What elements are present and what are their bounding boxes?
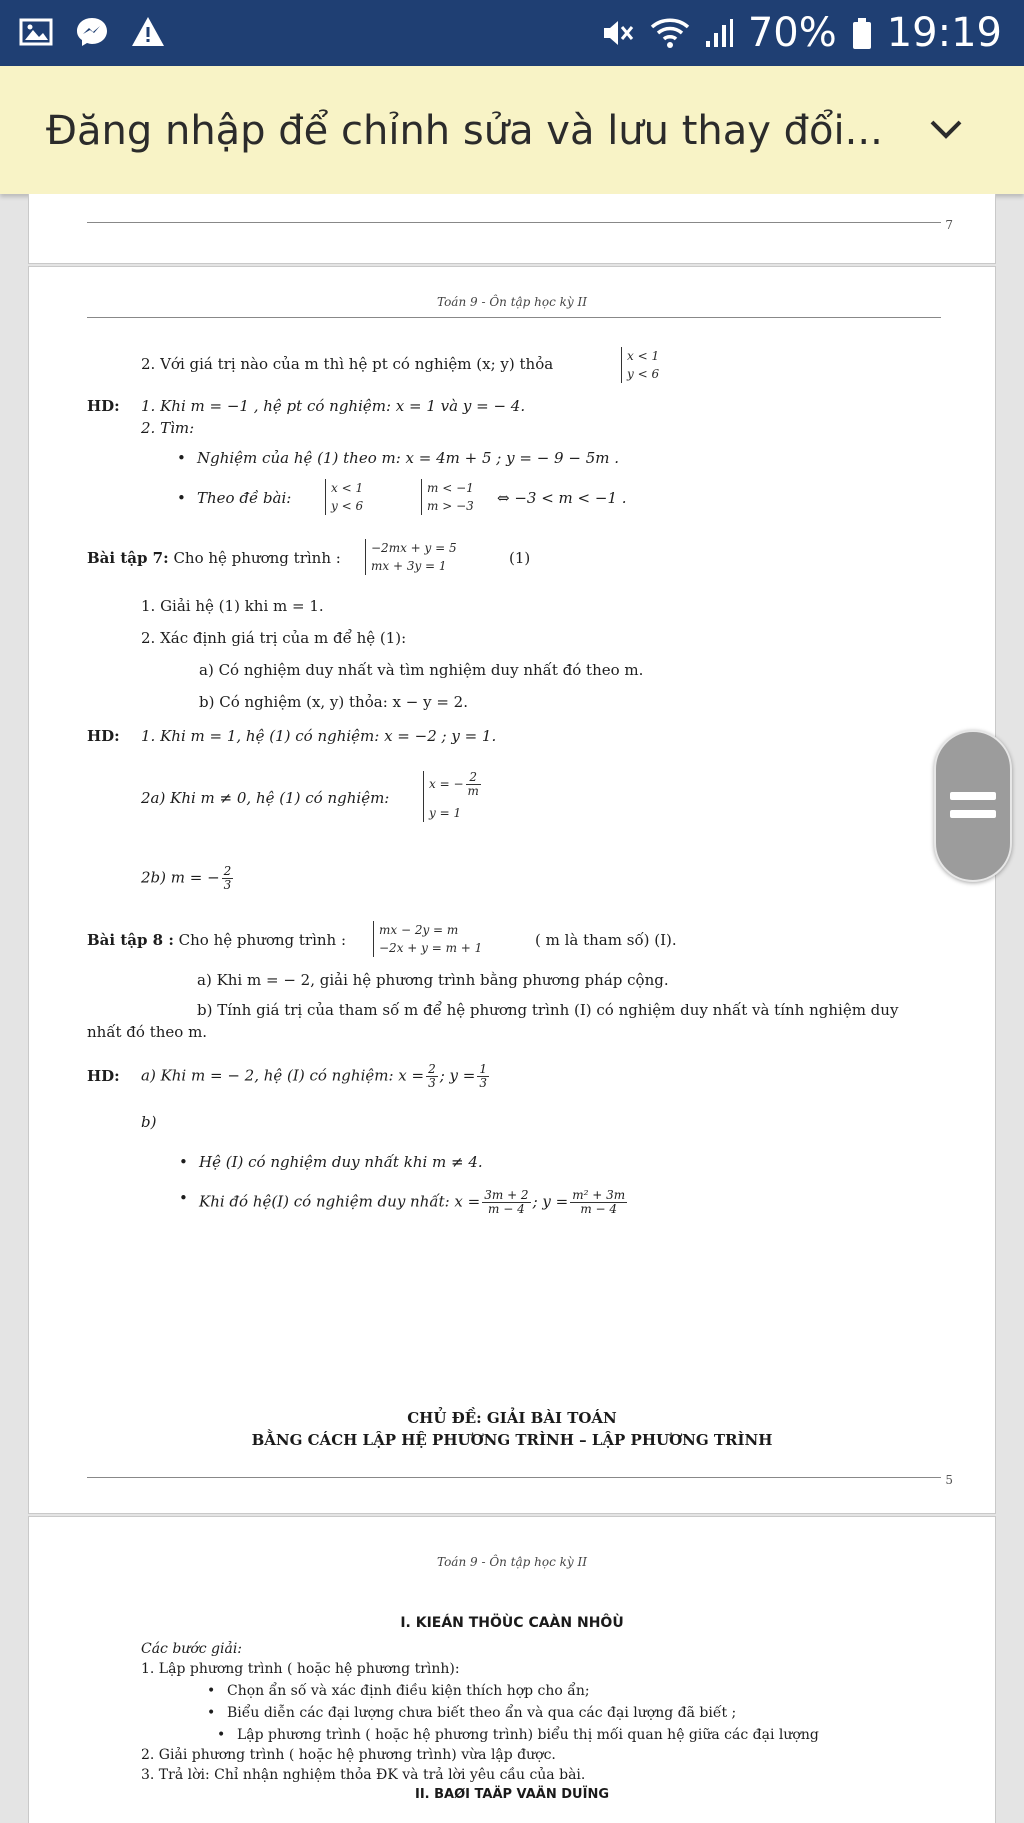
- step-item: 2. Giải phương trình ( hoặc hệ phương trình) vừa lập được.: [141, 1747, 556, 1763]
- hd-bullet: • Nghiệm của hệ (1) theo m: x = 4m + 5 ; y = − 9 − 5m .: [197, 449, 619, 467]
- battery-icon: [851, 15, 873, 51]
- equation-tag: (1): [509, 549, 531, 567]
- warning-notification-icon: [130, 14, 166, 50]
- hd-label: HD:: [87, 727, 120, 745]
- hd-line: 2a) Khi m ≠ 0, hệ (1) có nghiệm:: [141, 789, 390, 807]
- condition-system: x < 1 y < 6: [325, 479, 363, 515]
- equation-system: −2mx + y = 5 mx + 3y = 1: [365, 539, 457, 575]
- m-range-system: m < −1 m > −3: [421, 479, 474, 515]
- steps-label: Các bước giải:: [141, 1641, 243, 1657]
- solution-system: x = − $\frac{2}{m}$ y = 1: [423, 771, 483, 822]
- fast-scroll-handle[interactable]: [934, 730, 1012, 882]
- chevron-down-icon[interactable]: [926, 112, 966, 152]
- topic-subtitle: BẰNG CÁCH LẬP HỆ PHƯƠNG TRÌNH – LẬP PHƯƠNG TRÌNH: [251, 1431, 773, 1449]
- question-item: 2. Xác định giá trị của m để hệ (1):: [141, 629, 407, 647]
- hd-line: 2. Tìm:: [141, 419, 195, 437]
- question-item: b) Tính giá trị của tham số m để hệ phương trình (I) có nghiệm duy nhất và tính nghiệm duy: [197, 1001, 899, 1019]
- step-bullet: • Biểu diễn các đại lượng chưa biết theo ẩn và qua các đại lượng đã biết ;: [227, 1705, 736, 1721]
- signal-icon: [704, 15, 734, 51]
- hd-label: HD:: [87, 1067, 120, 1085]
- page-number: 7: [945, 218, 953, 232]
- step-item: 3. Trả lời: Chỉ nhận nghiệm thỏa ĐK và trả lời yêu cầu của bài.: [141, 1767, 586, 1783]
- question-item: a) Khi m = − 2, giải hệ phương trình bằng phương pháp cộng.: [197, 971, 669, 989]
- hd-bullet: • Theo đề bài:: [197, 489, 291, 507]
- document-page-next: [28, 1516, 996, 1823]
- step-bullet: • Lập phương trình ( hoặc hệ phương trình) biểu thị mối quan hệ giữa các đại lượng: [237, 1727, 819, 1743]
- banner-text: Đăng nhập để chỉnh sửa và lưu thay đổi...: [46, 108, 883, 154]
- hd-line: 1. Khi m = −1 , hệ pt có nghiệm: x = 1 và y = − 4.: [141, 397, 526, 415]
- messenger-notification-icon: [74, 14, 110, 50]
- status-bar: [0, 0, 1024, 66]
- hd-line: 1. Khi m = 1, hệ (1) có nghiệm: x = −2 ; y = 1.: [141, 727, 497, 745]
- step-bullet: • Chọn ẩn số và xác định điều kiện thích hợp cho ẩn;: [227, 1683, 590, 1699]
- hd-bullet: • Khi đó hệ(I) có nghiệm duy nhất: x = $\frac{3m + 2}{m - 4}$ ; y = $\frac{\text{m² + 3m}}{m - 4}$: [199, 1189, 629, 1216]
- hd-label: HD:: [87, 397, 120, 415]
- document-page: [28, 266, 996, 1514]
- equation-tag: ( m là tham số) (I).: [535, 931, 677, 949]
- hd-bullet: • Hệ (I) có nghiệm duy nhất khi m ≠ 4.: [199, 1153, 483, 1171]
- equation-system: mx − 2y = m −2x + y = m + 1: [373, 921, 482, 957]
- section-heading: II. BAØI TAÄP VAÄN DUÏNG: [415, 1787, 609, 1802]
- mute-icon: [600, 15, 636, 51]
- login-edit-banner[interactable]: [0, 66, 1024, 194]
- question-item: b) Có nghiệm (x, y) thỏa: x − y = 2.: [199, 693, 468, 711]
- page-header: Toán 9 - Ôn tập học kỳ II: [437, 295, 587, 309]
- hd-line: a) Khi m = − 2, hệ (I) có nghiệm: x = $\frac{2}{3}$ ; y = $\frac{1}{3}$: [141, 1062, 488, 1090]
- footer-rule: [87, 1477, 941, 1478]
- header-rule: [87, 317, 941, 318]
- battery-percent: 70%: [747, 10, 837, 56]
- step-item: 1. Lập phương trình ( hoặc hệ phương trình):: [141, 1661, 460, 1677]
- question-item: a) Có nghiệm duy nhất và tìm nghiệm duy nhất đó theo m.: [199, 661, 644, 679]
- hd-line: 2b) m = − $\frac{2}{3}$: [141, 864, 232, 892]
- exercise-8-title: Bài tập 8 : Cho hệ phương trình :: [87, 931, 347, 949]
- gallery-notification-icon: [18, 14, 54, 50]
- condition-system: x < 1 y < 6: [621, 347, 659, 383]
- question-2: 2. Với giá trị nào của m thì hệ pt có nghiệm (x; y) thỏa: [141, 355, 554, 373]
- hd-line: b): [141, 1113, 157, 1131]
- clock-time: 19:19: [886, 10, 1002, 56]
- exercise-7-title: Bài tập 7: Cho hệ phương trình :: [87, 549, 341, 567]
- page-number: 5: [945, 1473, 953, 1487]
- footer-rule: [87, 222, 941, 223]
- question-item: nhất đó theo m.: [87, 1023, 208, 1041]
- page-header: Toán 9 - Ôn tập học kỳ II: [437, 1555, 587, 1569]
- m-range-result: ⇔ −3 < m < −1 .: [497, 489, 627, 507]
- document-page-previous: [28, 194, 996, 264]
- wifi-icon: [650, 15, 690, 51]
- question-item: 1. Giải hệ (1) khi m = 1.: [141, 597, 324, 615]
- topic-title: CHỦ ĐỀ: GIẢI BÀI TOÁN: [407, 1409, 617, 1427]
- section-heading: I. KIEÁN THÖÙC CAÀN NHÔÙ: [400, 1615, 624, 1631]
